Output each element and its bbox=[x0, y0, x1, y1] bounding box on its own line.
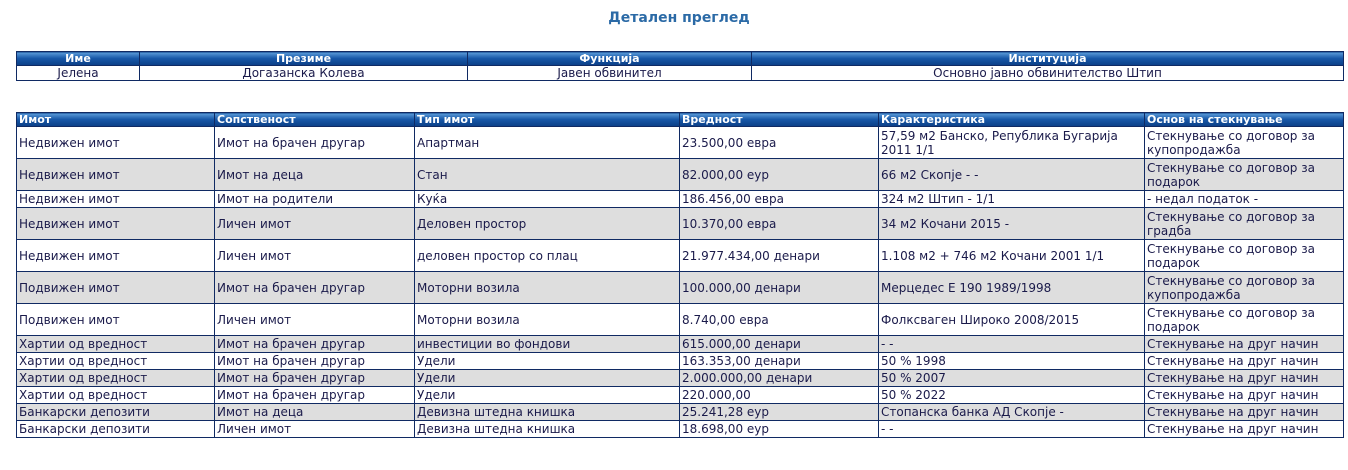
cell-acquisition-basis: Стекнување со договор за градба bbox=[1145, 208, 1344, 240]
cell-asset: Подвижен имот bbox=[17, 272, 215, 304]
cell-acquisition-basis: Стекнување на друг начин bbox=[1145, 404, 1344, 421]
cell-asset-type: Удели bbox=[415, 387, 680, 404]
cell-ownership: Имот на брачен другар bbox=[215, 336, 415, 353]
cell-asset-type: Моторни возила bbox=[415, 272, 680, 304]
cell-characteristic: 50 % 2022 bbox=[879, 387, 1145, 404]
assets-header-row bbox=[17, 113, 1344, 127]
cell-characteristic: - - bbox=[879, 336, 1145, 353]
cell-ownership: Личен имот bbox=[215, 304, 415, 336]
table-row bbox=[17, 336, 1344, 353]
cell-asset: Хартии од вредност bbox=[17, 336, 215, 353]
cell-characteristic: - - bbox=[879, 421, 1145, 438]
cell-acquisition-basis: Стекнување со договор за подарок bbox=[1145, 159, 1344, 191]
person-header-row bbox=[17, 52, 1344, 66]
cell-asset-type: Апартман bbox=[415, 127, 680, 159]
table-row bbox=[17, 240, 1344, 272]
cell-value: 23.500,00 евра bbox=[680, 127, 879, 159]
cell-ownership: Имот на брачен другар bbox=[215, 353, 415, 370]
cell-asset-type: Деловен простор bbox=[415, 208, 680, 240]
cell-value: 8.740,00 евра bbox=[680, 304, 879, 336]
cell-characteristic: Стопанска банка АД Скопје - bbox=[879, 404, 1145, 421]
cell-characteristic: 50 % 2007 bbox=[879, 370, 1145, 387]
page-title: Детален преглед bbox=[608, 10, 750, 26]
header-ownership: Сопственост bbox=[215, 113, 415, 127]
header-first-name: Име bbox=[17, 52, 140, 66]
header-characteristic: Карактеристика bbox=[879, 113, 1145, 127]
cell-ownership: Имот на деца bbox=[215, 404, 415, 421]
cell-characteristic: Мерцедес Е 190 1989/1998 bbox=[879, 272, 1145, 304]
cell-acquisition-basis: Стекнување на друг начин bbox=[1145, 353, 1344, 370]
cell-asset: Недвижен имот bbox=[17, 159, 215, 191]
cell-ownership: Личен имот bbox=[215, 421, 415, 438]
cell-asset-type: инвестиции во фондови bbox=[415, 336, 680, 353]
cell-asset-type: Моторни возила bbox=[415, 304, 680, 336]
cell-characteristic: 34 м2 Кочани 2015 - bbox=[879, 208, 1145, 240]
cell-value: 220.000,00 bbox=[680, 387, 879, 404]
cell-asset: Банкарски депозити bbox=[17, 404, 215, 421]
cell-value: 25.241,28 еур bbox=[680, 404, 879, 421]
table-row bbox=[17, 387, 1344, 404]
table-row bbox=[17, 127, 1344, 159]
header-last-name: Презиме bbox=[140, 52, 468, 66]
cell-acquisition-basis: Стекнување на друг начин bbox=[1145, 336, 1344, 353]
header-acquisition-basis: Основ на стекнување bbox=[1145, 113, 1344, 127]
cell-ownership: Личен имот bbox=[215, 208, 415, 240]
cell-asset: Недвижен имот bbox=[17, 208, 215, 240]
table-row bbox=[17, 304, 1344, 336]
cell-asset-type: деловен простор со плац bbox=[415, 240, 680, 272]
cell-asset-type: Девизна штедна книшка bbox=[415, 404, 680, 421]
cell-asset: Подвижен имот bbox=[17, 304, 215, 336]
cell-ownership: Имот на брачен другар bbox=[215, 272, 415, 304]
table-row bbox=[17, 191, 1344, 208]
cell-acquisition-basis: Стекнување на друг начин bbox=[1145, 387, 1344, 404]
person-last-name: Догазанска Колева bbox=[140, 66, 468, 81]
table-row bbox=[17, 370, 1344, 387]
cell-characteristic: Фолксваген Широко 2008/2015 bbox=[879, 304, 1145, 336]
cell-value: 21.977.434,00 денари bbox=[680, 240, 879, 272]
cell-value: 82.000,00 еур bbox=[680, 159, 879, 191]
table-row bbox=[17, 159, 1344, 191]
header-value: Вредност bbox=[680, 113, 879, 127]
cell-acquisition-basis: Стекнување со договор за купопродажба bbox=[1145, 272, 1344, 304]
cell-characteristic: 66 м2 Скопје - - bbox=[879, 159, 1145, 191]
cell-characteristic: 1.108 м2 + 746 м2 Кочани 2001 1/1 bbox=[879, 240, 1145, 272]
cell-asset: Хартии од вредност bbox=[17, 353, 215, 370]
cell-acquisition-basis: Стекнување на друг начин bbox=[1145, 421, 1344, 438]
cell-value: 10.370,00 евра bbox=[680, 208, 879, 240]
cell-value: 100.000,00 денари bbox=[680, 272, 879, 304]
header-asset-type: Тип имот bbox=[415, 113, 680, 127]
cell-value: 2.000.000,00 денари bbox=[680, 370, 879, 387]
header-asset: Имот bbox=[17, 113, 215, 127]
table-row bbox=[17, 421, 1344, 438]
cell-ownership: Имот на брачен другар bbox=[215, 387, 415, 404]
cell-acquisition-basis: Стекнување со договор за купопродажба bbox=[1145, 127, 1344, 159]
header-institution: Институција bbox=[752, 52, 1344, 66]
cell-asset: Недвижен имот bbox=[17, 240, 215, 272]
cell-value: 18.698,00 еур bbox=[680, 421, 879, 438]
cell-asset: Банкарски депозити bbox=[17, 421, 215, 438]
cell-asset: Хартии од вредност bbox=[17, 370, 215, 387]
cell-asset: Недвижен имот bbox=[17, 127, 215, 159]
table-row bbox=[17, 272, 1344, 304]
assets-table bbox=[16, 112, 1344, 438]
cell-asset: Недвижен имот bbox=[17, 191, 215, 208]
cell-value: 186.456,00 евра bbox=[680, 191, 879, 208]
cell-ownership: Имот на родители bbox=[215, 191, 415, 208]
cell-value: 615.000,00 денари bbox=[680, 336, 879, 353]
cell-characteristic: 50 % 1998 bbox=[879, 353, 1145, 370]
person-first-name: Јелена bbox=[17, 66, 140, 81]
person-row bbox=[17, 66, 1344, 81]
cell-acquisition-basis: Стекнување со договор за подарок bbox=[1145, 304, 1344, 336]
cell-value: 163.353,00 денари bbox=[680, 353, 879, 370]
cell-acquisition-basis: Стекнување на друг начин bbox=[1145, 370, 1344, 387]
cell-characteristic: 324 м2 Штип - 1/1 bbox=[879, 191, 1145, 208]
cell-acquisition-basis: - недал податок - bbox=[1145, 191, 1344, 208]
cell-acquisition-basis: Стекнување со договор за подарок bbox=[1145, 240, 1344, 272]
person-function: Јавен обвинител bbox=[468, 66, 752, 81]
cell-ownership: Имот на брачен другар bbox=[215, 127, 415, 159]
cell-asset-type: Удели bbox=[415, 353, 680, 370]
cell-ownership: Имот на деца bbox=[215, 159, 415, 191]
header-function: Функција bbox=[468, 52, 752, 66]
table-row bbox=[17, 353, 1344, 370]
table-row bbox=[17, 208, 1344, 240]
cell-asset-type: Стан bbox=[415, 159, 680, 191]
person-table bbox=[16, 51, 1344, 81]
cell-asset: Хартии од вредност bbox=[17, 387, 215, 404]
person-institution: Основно јавно обвинителство Штип bbox=[752, 66, 1344, 81]
cell-ownership: Личен имот bbox=[215, 240, 415, 272]
cell-characteristic: 57,59 м2 Банско, Република Бугарија 2011 1/1 bbox=[879, 127, 1145, 159]
cell-asset-type: Девизна штедна книшка bbox=[415, 421, 680, 438]
table-row bbox=[17, 404, 1344, 421]
cell-asset-type: Куќа bbox=[415, 191, 680, 208]
cell-asset-type: Удели bbox=[415, 370, 680, 387]
cell-ownership: Имот на брачен другар bbox=[215, 370, 415, 387]
